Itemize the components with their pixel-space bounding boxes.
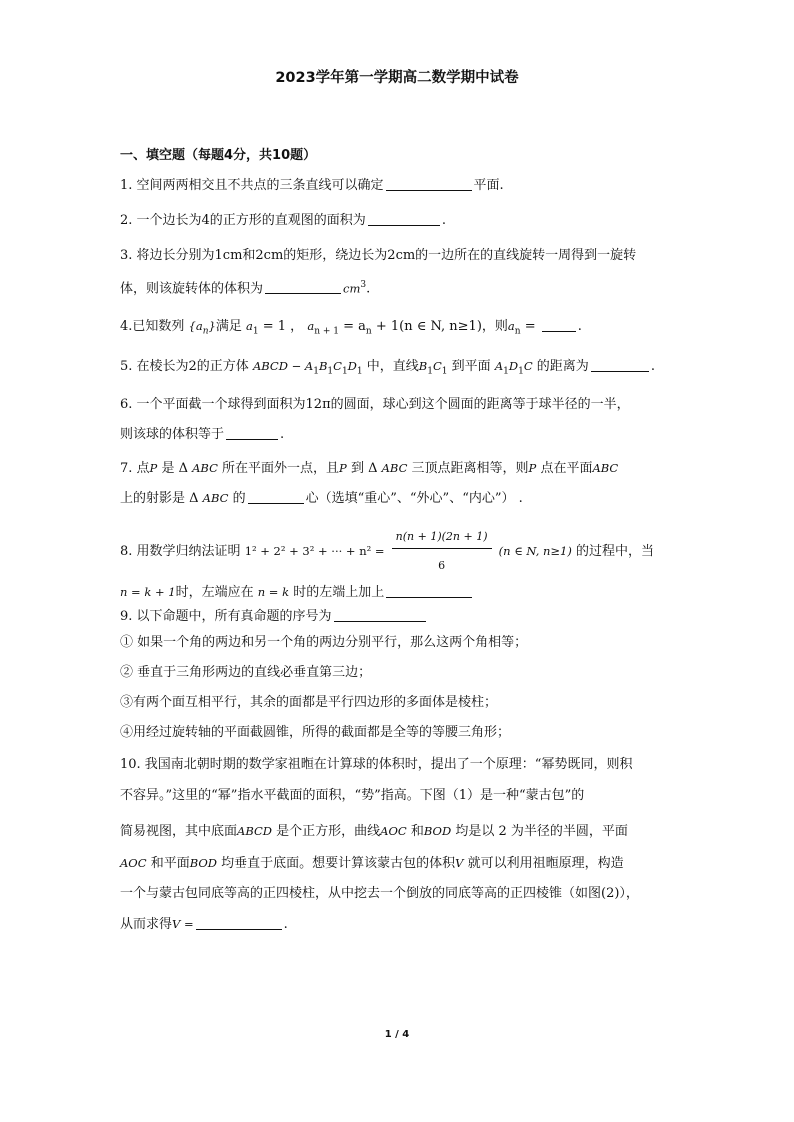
question-8-k1: n = k + 1 xyxy=(120,585,176,599)
question-8-fraction xyxy=(392,528,492,575)
question-10-l3f: BOD xyxy=(423,824,452,838)
question-7-line-1 xyxy=(120,459,618,478)
question-10-l3e: 和 xyxy=(410,824,424,839)
question-3-unit: cm xyxy=(343,281,361,296)
question-7-mid2: 所在平面外一点，且 xyxy=(222,461,340,476)
page-number: 1 / 4 xyxy=(384,1029,410,1040)
question-10-after: . xyxy=(283,917,288,932)
question-5-mid: 中，直线 xyxy=(366,359,419,374)
question-6-line-1: 6. 一个平面截一个球得到面积为12π的圆面，球心到这个圆面的距离等于球半径的一半， xyxy=(120,397,630,412)
question-10-l6a: 从而求得 xyxy=(120,917,173,932)
question-5-cube: ABCD − A xyxy=(252,359,314,373)
question-10-l4a: AOC xyxy=(120,856,147,870)
question-8-cond: (n ∈ N, n≥1) xyxy=(498,544,572,558)
question-7-abc4: ABC xyxy=(202,491,229,505)
question-9-item-4: ④用经过旋转轴的平面截圆锥，所得的截面都是全等的等腰三角形； xyxy=(120,725,511,740)
question-4-eq1: = 1 ， xyxy=(262,319,304,334)
question-5-pre: 5. 在棱长为2的正方体 xyxy=(120,359,249,374)
answer-blank-4[interactable] xyxy=(542,318,576,332)
question-4-an-eq: = xyxy=(524,319,536,334)
question-7-mid4: 三顶点距离相等，则 xyxy=(411,461,529,476)
question-10-l3c: 是个正方形，曲线 xyxy=(276,824,381,839)
question-4: 4.已知数列 $\{a_n\}$满足 $a_1 = 1$ ， $a_{n + 1} = a_n + 1(n$ ∈ N, n≥1)，则$a_n$ = . xyxy=(120,319,582,337)
question-6-line-2 xyxy=(120,426,284,444)
question-4-rec-mid: = a xyxy=(343,319,366,334)
question-10-line-2: 不容异。”这里的“幂”指水平截面的面积，“势”指高。下图（1）是一种“蒙古包”的 xyxy=(120,788,585,803)
question-8-post: 的过程中，当 xyxy=(576,544,655,559)
question-8-line2-d: 时的左端上加上 xyxy=(293,585,385,600)
question-1-text: 1. 空间两两相交且不共点的三条直线可以确定 xyxy=(120,178,384,193)
question-8-k: n = k xyxy=(257,585,290,599)
question-3-text: 体，则该旋转体的体积为 xyxy=(120,281,264,297)
question-9 xyxy=(120,608,428,626)
question-1 xyxy=(120,177,504,195)
question-4-after: . xyxy=(577,319,582,334)
section-heading: 一、填空题（每题4分，共10题） xyxy=(120,148,317,163)
question-1-after: 平面. xyxy=(473,178,504,193)
question-5-to-plane: 到平面 xyxy=(451,359,491,374)
answer-blank-8[interactable] xyxy=(386,584,472,598)
question-8-line-2 xyxy=(120,583,474,602)
question-9-item-1: ① 如果一个角的两边和另一个角的两边分别平行，那么这两个角相等； xyxy=(120,635,528,650)
question-7-mid: 是 Δ xyxy=(161,461,188,476)
question-10-l4b: 和平面 xyxy=(150,856,190,871)
question-10-line-4 xyxy=(120,854,624,873)
question-5: 5. 在棱长为2的正方体 ABCD − $A_1B_1C_1D_1$ 中，直线$B_1C_1$ 到平面 $A_1D_1C$ 的距离为 . xyxy=(120,359,655,377)
question-4-a1: a xyxy=(246,319,253,333)
question-10-l3b: ABCD xyxy=(237,824,273,838)
question-8-denominator: 6 xyxy=(438,559,446,572)
question-10-l4e: V xyxy=(455,856,464,870)
question-4-seq: {a xyxy=(188,319,203,333)
question-10-l4c: BOD xyxy=(189,856,218,870)
question-7-pre: 7. 点 xyxy=(120,461,150,476)
question-9-text: 9. 以下命题中，所有真命题的序号为 xyxy=(120,609,332,624)
question-3-after: . xyxy=(366,281,371,297)
question-8-numerator: n(n + 1)(2n + 1) xyxy=(392,528,492,549)
question-9-item-2: ② 垂直于三角形两边的直线必垂直第三边； xyxy=(120,665,372,680)
question-8-pre: 8. 用数学归纳法证明 xyxy=(120,544,241,559)
question-5-after: . xyxy=(650,359,655,374)
question-10-line-5: 一个与蒙古包同底等高的正四棱柱，从中挖去一个倒放的同底等高的正四棱锥（如图(2)）， xyxy=(120,886,639,901)
question-4-an: a xyxy=(507,319,515,333)
answer-blank-5[interactable] xyxy=(591,358,649,372)
question-10-l3g: 均是以 2 为半径的半圆，平面 xyxy=(455,824,628,839)
question-2-text: 2. 一个边长为4的正方形的直观图的面积为 xyxy=(120,213,366,228)
question-7-abc: ABC xyxy=(192,461,218,475)
question-8-line-1 xyxy=(120,528,654,575)
question-10-line-6 xyxy=(120,915,288,934)
answer-blank-9[interactable] xyxy=(334,608,426,622)
page-title: 2023学年第一学期高二数学期中试卷 xyxy=(275,70,519,86)
question-7-end: 点在平面 xyxy=(540,461,593,476)
question-4-rec-tail: + 1(n ∈ N, n≥1) xyxy=(375,319,482,334)
question-7-abc3: ABC xyxy=(592,461,619,475)
question-4-rec-sub: n + 1 xyxy=(314,326,339,337)
question-8-sum: 1² + 2² + 3² + ··· + n² = xyxy=(244,544,385,558)
question-4-sub: n xyxy=(202,326,209,337)
question-8-line2-b: 时，左端应在 xyxy=(175,585,254,600)
question-10-l4d: 均垂直于底面。想要计算该蒙古包的体积 xyxy=(221,856,456,871)
question-7-line2-mid: 的 xyxy=(232,491,246,506)
question-7-line2-end: 心（选填“重心”、“外心”、“内心”） . xyxy=(305,491,523,506)
question-7-p3: P xyxy=(528,461,537,475)
question-5-plane: A xyxy=(494,359,504,373)
question-4-rec: a xyxy=(307,319,315,333)
question-6-after: . xyxy=(280,427,285,442)
question-10-line-3 xyxy=(120,822,628,841)
question-7-abc2: ABC xyxy=(381,461,408,475)
question-7-mid3: 到 Δ xyxy=(350,461,378,476)
question-9-item-3: ③有两个面互相平行，其余的面都是平行四边形的多面体是棱柱； xyxy=(120,695,498,710)
answer-blank-2[interactable] xyxy=(368,212,440,226)
question-4-close: } xyxy=(208,319,216,333)
question-6-text: 则该球的体积等于 xyxy=(120,427,225,442)
question-3-line-2: 体，则该旋转体的体积为 $cm^3$. xyxy=(120,280,371,297)
question-7-p: P xyxy=(149,461,158,475)
question-2-after: . xyxy=(441,213,446,228)
answer-blank-7[interactable] xyxy=(248,490,304,504)
question-7-line2-pre: 上的射影是 Δ xyxy=(120,491,199,506)
question-5-cube-tail: B xyxy=(318,359,328,373)
question-4-then: ，则 xyxy=(481,319,508,334)
question-10-l3a: 简易视图，其中底面 xyxy=(120,824,238,839)
question-10-l6b: V = xyxy=(172,917,194,931)
answer-blank-1[interactable] xyxy=(386,177,472,191)
question-2 xyxy=(120,212,446,230)
question-10-l3d: AOC xyxy=(380,824,407,838)
question-5-line-b: B xyxy=(418,359,428,373)
question-7-p2: P xyxy=(339,461,347,475)
answer-blank-10[interactable] xyxy=(196,916,282,930)
question-5-dist: 的距离为 xyxy=(536,359,589,374)
question-4-pre: 4.已知数列 xyxy=(120,319,185,334)
answer-blank-6[interactable] xyxy=(226,426,278,440)
answer-blank-3[interactable] xyxy=(265,280,341,294)
question-10-line-1: 10. 我国南北朝时期的数学家祖暅在计算球的体积时，提出了一个原理：“幂势既同，则积 xyxy=(120,757,633,772)
question-10-l4f: 就可以利用祖暅原理，构造 xyxy=(467,856,624,871)
question-4-mid: 满足 xyxy=(215,319,242,334)
question-3-line-1: 3. 将边长分别为1cm和2cm的矩形，绕边长为2cm的一边所在的直线旋转一周得到一旋转 xyxy=(120,248,637,263)
question-7-line-2 xyxy=(120,489,523,508)
